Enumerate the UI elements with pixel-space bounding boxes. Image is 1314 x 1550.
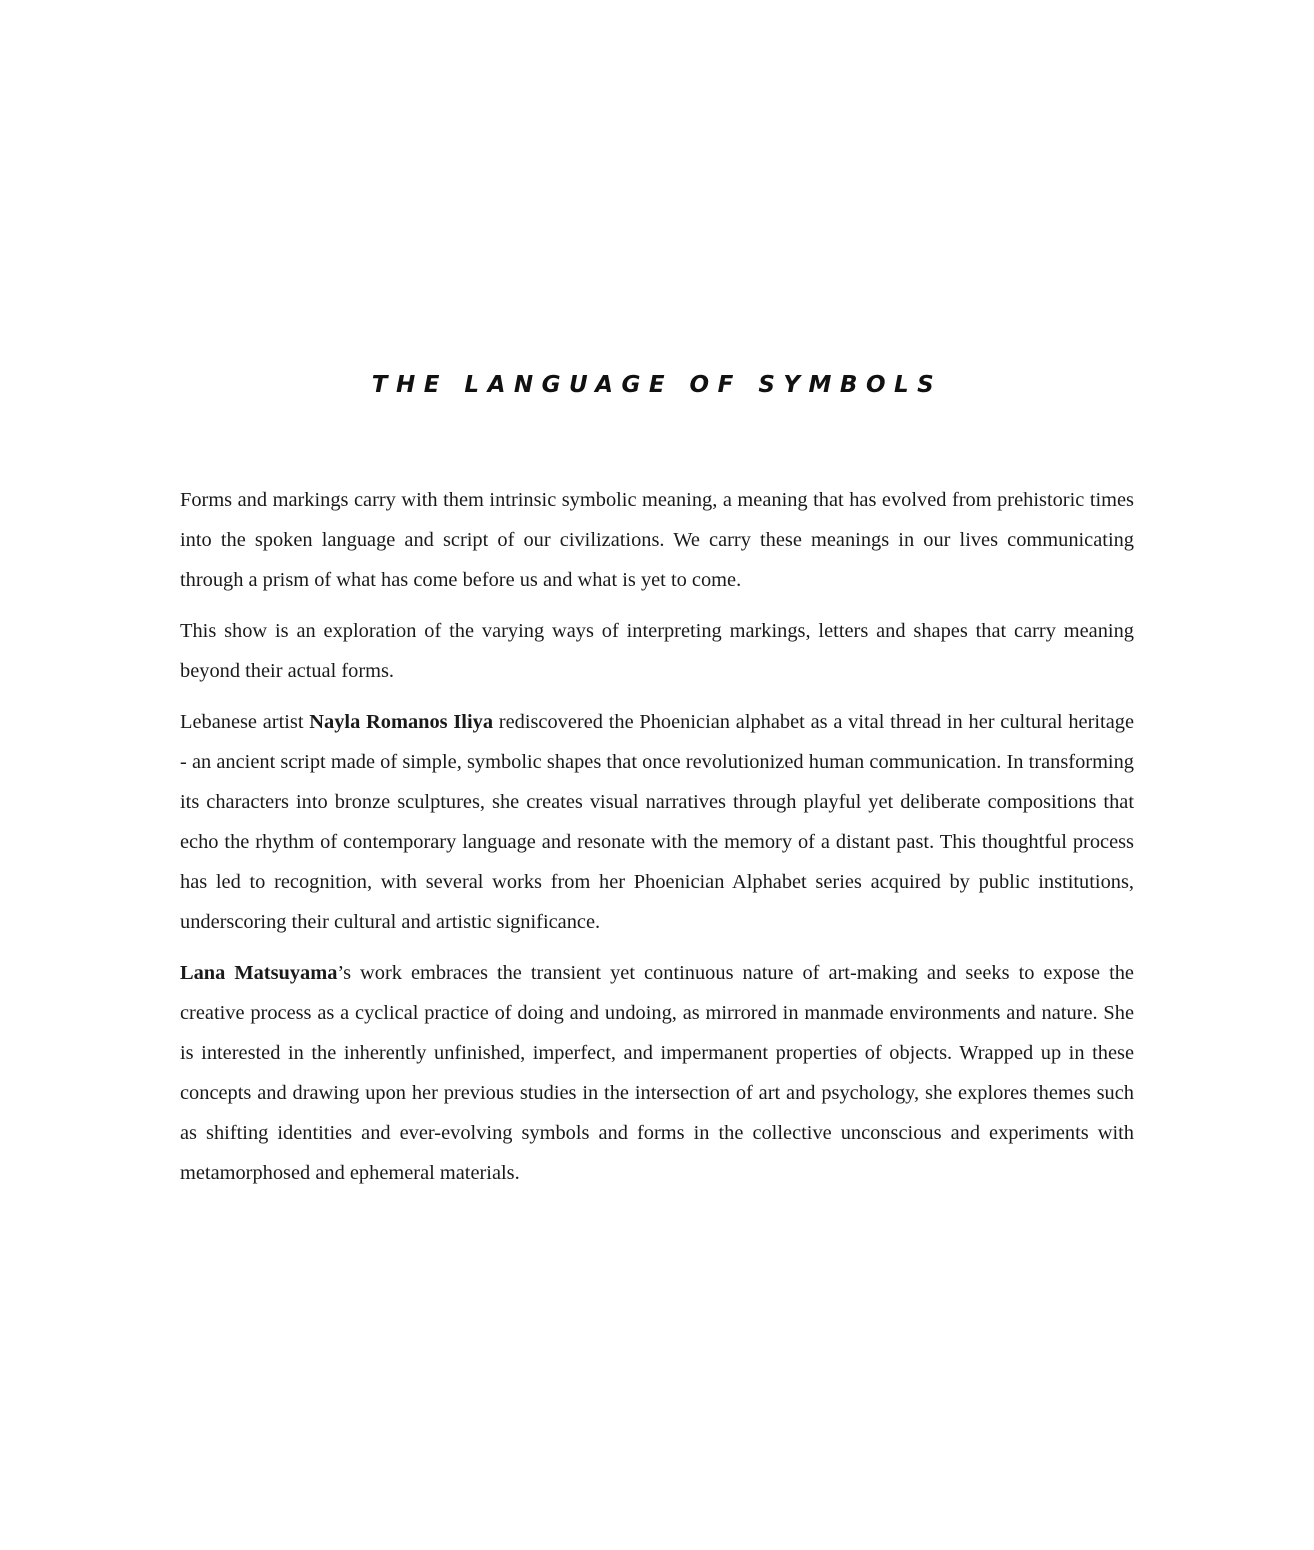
- artist-paragraph-lana: [180, 953, 1134, 1193]
- artist-paragraph-nayla: [180, 702, 1134, 942]
- body-text: [180, 480, 1134, 1204]
- show-description-paragraph: This show is an exploration of the varying ways of interpreting markings, letters and shapes that carry meaning beyond their actual forms.: [180, 620, 1134, 682]
- intro-paragraph: Forms and markings carry with them intrinsic symbolic meaning, a meaning that has evolved from prehistoric times into the spoken language and script of our civilizations. We carry these meanings in our lives communicating through a prism of what has come before us and what is yet to come.: [180, 489, 1134, 591]
- artist-name-nayla: Nayla Romanos Iliya: [309, 711, 494, 733]
- artist-name-lana: Lana Matsuyama: [180, 962, 338, 984]
- paragraph-body: ’s work embraces the transient yet continuous nature of art-making and seeks to expose the creative process as a cyclical practice of doing and undoing, as mirrored in manmade environments and nature. She is interested in the inherently unfinished, imperfect, and impermanent properties of objects. Wrapped up in these concepts and drawing upon her previous studies in the intersection of art and psychology, she explores themes such as shifting identities and ever-evolving symbols and forms in the collective unconscious and experiments with metamorphosed and ephemeral materials.: [180, 962, 1134, 1184]
- page-title: THE LANGUAGE OF SYMBOLS: [371, 372, 943, 398]
- paragraph-prefix: Lebanese artist: [180, 711, 310, 733]
- paragraph-body: rediscovered the Phoenician alphabet as a vital thread in her cultural heritage - an ancient script made of simple, symbolic shapes that once revolutionized human communication. In transforming its characters into bronze sculptures, she creates visual narratives through playful yet deliberate compositions that echo the rhythm of contemporary language and resonate with the memory of a distant past. This thoughtful process has led to recognition, with several works from her Phoenician Alphabet series acquired by public institutions, underscoring their cultural and artistic significance.: [180, 711, 1134, 933]
